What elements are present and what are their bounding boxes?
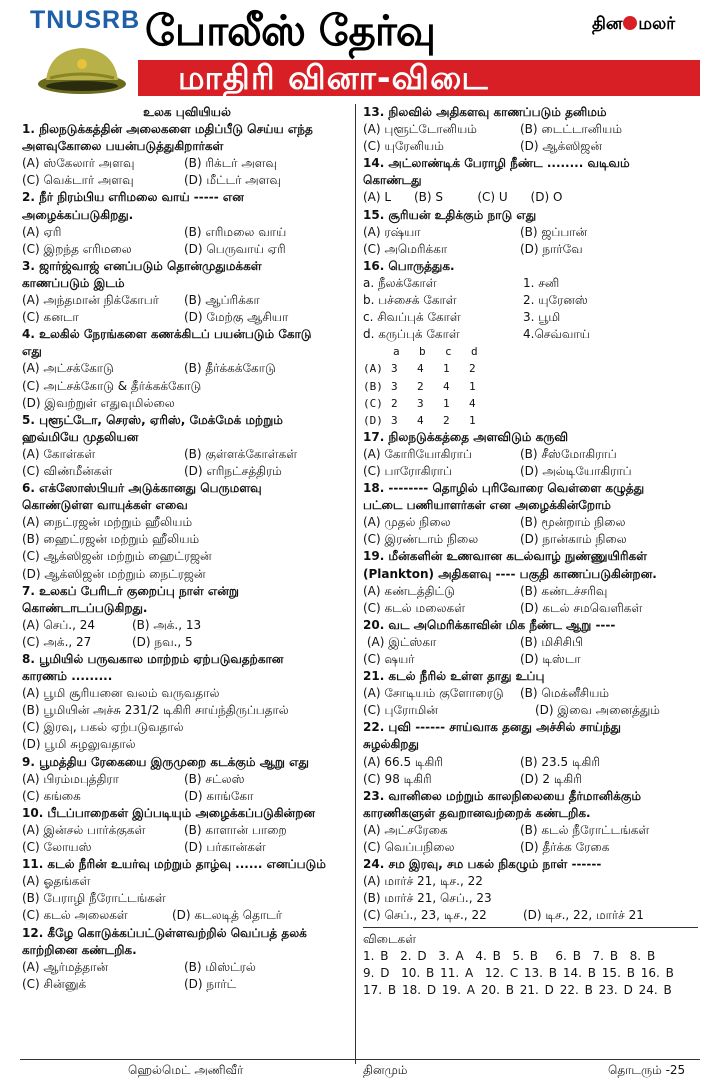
question-8-cont: காரணம் ......... [22, 669, 113, 684]
match-val: 1 [443, 362, 450, 376]
options-row [363, 121, 698, 138]
left-column [22, 104, 352, 993]
match-val: 4 [417, 362, 424, 376]
question-1: 1. நிலநடுக்கத்தின் அலைகளை மதிப்பீடு செய்ய எந்த [22, 122, 313, 137]
option: (D) இவற்றுள் எதுவுமில்லை [22, 395, 175, 410]
question-5: 5. புளூட்டோ, செரஸ், ஏரிஸ், மேக்மேக் மற்றும் [22, 412, 283, 427]
option: (B) சீஸ்மோகிராப் [520, 446, 617, 461]
option: (C) கங்கை [22, 788, 81, 803]
question-20: 20. வட அமெரிக்காவின் மிக நீண்ட ஆறு ---- [363, 617, 616, 632]
match-val: 3 [391, 413, 398, 427]
option: (A) அட்சக்கோடு [22, 361, 114, 376]
match-option-row [363, 360, 698, 377]
options-row [22, 839, 352, 856]
match-val: 2 [391, 396, 398, 410]
option: (D) மீட்டர் அளவு [184, 173, 281, 188]
option: (A) கோள்கள் [22, 446, 96, 461]
option: (A) ஏரி [22, 224, 62, 239]
match-col: a [393, 345, 400, 359]
question-16: 16. பொருத்துக. [363, 258, 455, 273]
option: (A) 66.5 டிகிரி [363, 754, 443, 769]
option: (C) சின்னுக் [22, 976, 87, 991]
brand-right: மலர் [638, 14, 676, 34]
match-header [363, 343, 698, 360]
option: (C) அமெரிக்கா [363, 241, 448, 256]
question-23-cont: காரணிகளுள் தவறானவற்றைக் கண்டறிக. [363, 805, 591, 820]
match-row [363, 275, 698, 292]
option: (C) புரோமின் [363, 703, 438, 718]
option: (C) கனடா [22, 310, 79, 325]
options-row [22, 309, 352, 326]
question-6-cont: கொண்டுள்ள வாயுக்கள் எவை [22, 498, 188, 513]
option: (A) இன்சல் பார்க்குகள் [22, 822, 146, 837]
options-row [22, 771, 352, 788]
option: (B) மெக்னீசியம் [520, 686, 610, 701]
option: (D) டிஸ்டா [520, 652, 581, 666]
answers-row: 1. B 2. D 3. A 4. B 5. B 6. B 7. B 8. B [363, 948, 656, 963]
option: (A) கோரியோகிராப் [363, 446, 472, 461]
question-13: 13. நிலவில் அதிகளவு காணப்படும் தனிமம் [363, 105, 607, 119]
options-row [22, 976, 352, 993]
question-19: 19. மீன்களின் உணவான கடல்வாழ் நுண்ணுயிரிகள் [363, 549, 647, 564]
question-24: 24. சம இரவு, சம பகல் நிகழும் நாள் ------ [363, 857, 602, 872]
question-11: 11. கடல் நீரின் உயர்வு மற்றும் தாழ்வு ...... எனப்படும் [22, 857, 326, 872]
option: (D) நார்வே [520, 241, 583, 256]
options-row [363, 514, 698, 531]
option: (C) ஷயர் [363, 652, 415, 666]
question-2: 2. நீர் நிரம்பிய எரிமலை வாய் ----- என [22, 190, 244, 205]
match-row [363, 309, 698, 326]
option: (A) முதல் நிலை [363, 515, 451, 530]
options-row [363, 839, 698, 856]
options-row [22, 907, 352, 924]
option: (B) மிசிசிபி [520, 634, 583, 649]
option: (C) அக்., 27 [22, 634, 92, 649]
option: (B) மிஸ்ட்ரல் [184, 959, 256, 974]
options-row [363, 138, 698, 155]
match-right: 1. சனி [523, 275, 560, 290]
option: (A) செப்., 24 [22, 617, 96, 632]
title-line-2: மாதிரி வினா-விடை [178, 58, 489, 97]
option: (B) ஹைட்ரஜன் மற்றும் ஹீலியம் [22, 532, 200, 547]
match-option-row [363, 395, 698, 412]
answers-row: 17. B 18. D 19. A 20. B 21. D 22. B 23. D 24. B [363, 982, 672, 997]
question-7: 7. உலகப் பேரிடர் குறைப்பு நாள் என்று [22, 583, 239, 598]
option: (A) ஸ்கேலார் அளவு [22, 156, 135, 171]
match-col: b [419, 345, 426, 359]
header [0, 0, 705, 98]
option: (B) அக்., 13 [132, 617, 202, 632]
options-row [22, 959, 352, 976]
option: (D) பூமி சுழலுவதால் [22, 737, 136, 752]
match-val: 3 [391, 379, 398, 393]
question-9: 9. பூமத்திய ரேகையை இருமுறை கடக்கும் ஆறு எது [22, 754, 309, 769]
option: (C) பாரோகிராப் [363, 463, 452, 478]
option: (B) குள்ளக்கோள்கள் [184, 446, 298, 461]
options-row [22, 172, 352, 189]
option-label: (C) [363, 396, 383, 410]
question-14: 14. அட்லாண்டிக் பேராழி நீண்ட ........ வடிவம் [363, 156, 630, 171]
option: (D) ஆக்ஸிஜன் [520, 139, 602, 154]
options-row [363, 754, 698, 771]
option: (C) வெப்பநிலை [363, 840, 455, 855]
footer-rule [20, 1059, 700, 1060]
match-right: 2. யுரேனஸ் [523, 293, 588, 308]
option: (D) காங்கோ [184, 788, 254, 803]
option: (C) வெக்டார் அளவு [22, 173, 134, 188]
match-left: c. சிவப்புக் கோள் [363, 310, 461, 325]
question-21: 21. கடல் நீரில் உள்ள தாது உப்பு [363, 669, 545, 684]
option: (D) கடலடித் தொடர் [172, 908, 283, 923]
match-val: 4 [443, 379, 450, 393]
title-line-1: போலீஸ் தேர்வு [145, 6, 435, 55]
option: (D) தீர்க்க ரேகை [520, 840, 610, 855]
match-val: 4 [469, 396, 476, 410]
option: (C) ஆக்ஸிஜன் மற்றும் ஹைட்ரஜன் [22, 549, 212, 564]
options-row [363, 822, 698, 839]
options-row [363, 651, 698, 668]
question-23: 23. வானிலை மற்றும் காலநிலையை தீர்மானிக்கும் [363, 788, 642, 803]
question-4-cont: எது [22, 344, 42, 359]
answer-key [363, 931, 698, 999]
match-col: c [445, 345, 452, 359]
match-right: 3. பூமி [523, 310, 561, 325]
options-row [22, 360, 352, 377]
match-val: 2 [469, 362, 476, 376]
options-row [363, 600, 698, 617]
options-row [22, 241, 352, 258]
option: (B) கண்டச்சரிவு [520, 583, 608, 598]
options-row [363, 685, 698, 702]
brand-mark-icon [623, 16, 637, 30]
match-val: 2 [443, 413, 450, 427]
option: (C) கடல் மலைகள் [363, 600, 466, 615]
options-row [22, 155, 352, 172]
options-row [363, 531, 698, 548]
match-val: 1 [443, 396, 450, 410]
police-cap-icon [36, 40, 128, 96]
answers-row: 9. D 10. B 11. A 12. C 13. B 14. B 15. B 16. B [363, 965, 674, 980]
question-14-cont: கொண்டது [363, 173, 422, 188]
section-title: உலக புவியியல் [143, 105, 231, 119]
option: (A) ஓதங்கள் [22, 874, 91, 889]
question-3: 3. ஜார்ஜ்வாஜ் எனப்படும் தொன்முதுமக்கள் [22, 258, 262, 273]
question-18: 18. -------- தொழில் புரிவோரை வெள்ளை கழுத்து [363, 481, 645, 496]
question-3-cont: காணப்படும் இடம் [22, 275, 125, 290]
option: (D) டிச., 22, மார்ச் 21 [523, 908, 644, 923]
option: (D) அல்டியோகிராப் [520, 463, 632, 478]
match-left: a. நீலக்கோள் [363, 275, 437, 290]
options-row [22, 617, 352, 634]
option: (B) மார்ச் 21, செப்., 23 [363, 891, 492, 906]
option: (A) கண்டத்திட்டு [363, 583, 455, 598]
option: (C) இரவு, பகல் ஏற்படுவதால் [22, 720, 184, 735]
dinamalar-logo [592, 14, 675, 36]
question-18-cont: பட்டை பணியாளர்கள் என அழைக்கின்றோம் [363, 498, 611, 513]
option: (B) தீர்க்கக்கோடு [184, 361, 276, 376]
match-val: 2 [417, 379, 424, 393]
options-row [22, 224, 352, 241]
options-row [22, 446, 352, 463]
question-5-cont: ஹவ்மியே முதலியன [22, 429, 139, 444]
brand-left: தின [592, 14, 623, 34]
option: (B) மூன்றாம் நிலை [520, 515, 626, 530]
options-row [22, 788, 352, 805]
match-val: 4 [417, 413, 424, 427]
option: (B) 23.5 டிகிரி [520, 754, 600, 769]
options-row [363, 463, 698, 480]
match-val: 3 [417, 396, 424, 410]
option: (A) பூமி சூரியனை வலம் வருவதால் [22, 686, 220, 701]
option: (C) இறந்த எரிமலை [22, 241, 132, 256]
match-col: d [471, 345, 478, 359]
question-12-cont: காற்றினை கண்டறிக. [22, 942, 137, 957]
option: (A) மார்ச் 21, டிச., 22 [363, 874, 483, 889]
option: (C) அட்சக்கோடு & தீர்க்கக்கோடு [22, 378, 202, 393]
option: (A) L (B) S (C) U (D) O [363, 190, 563, 205]
question-19-cont: (Plankton) அதிகளவு ---- பகுதி காணப்படுகின்றன. [363, 566, 657, 581]
option: (C) கடல் அலைகள் [22, 908, 128, 923]
option: (D) பெருவாய் ஏரி [184, 241, 286, 256]
right-column [363, 104, 698, 999]
options-row [363, 446, 698, 463]
options-row [363, 634, 698, 651]
option: (D) நார்ட் [184, 976, 237, 991]
option: (B) பேராழி நீரோட்டங்கள் [22, 891, 166, 906]
tnusrb-badge: TNUSRB [30, 6, 141, 34]
footer-daily: தினமும் [363, 1063, 408, 1077]
option-label: (B) [363, 379, 383, 393]
options-row [363, 771, 698, 788]
option: (B) ஆப்ரிக்கா [184, 293, 260, 308]
option: (A) நைட்ரஜன் மற்றும் ஹீலியம் [22, 515, 193, 530]
option: (B) சட்லஸ் [184, 771, 245, 786]
footer-continued: தொடரும் -25 [608, 1063, 686, 1077]
options-row [363, 583, 698, 600]
option: (D) பர்கான்கள் [184, 840, 266, 855]
option: (D) நவ., 5 [132, 634, 193, 649]
option: (D) நான்காம் நிலை [520, 532, 627, 547]
match-val: 1 [469, 379, 476, 393]
match-val: 1 [469, 413, 476, 427]
option: (A) இட்ஸ்கா [363, 634, 437, 649]
option: (D) கடல் சமவெளிகள் [520, 600, 643, 615]
column-divider [355, 104, 356, 1064]
option: (C) செப்., 23, டிச., 22 [363, 908, 487, 923]
option: (D) ஆக்ஸிஜன் மற்றும் நைட்ரஜன் [22, 566, 206, 581]
answers-title: விடைகள் [363, 931, 417, 946]
options-row [22, 292, 352, 309]
option: (B) கடல் நீரோட்டங்கள் [520, 822, 650, 837]
options-row [363, 224, 698, 241]
options-row [22, 822, 352, 839]
match-option-row [363, 412, 698, 429]
question-8: 8. பூமியில் பருவகால மாற்றம் ஏற்படுவதற்கான [22, 652, 284, 666]
option: (A) சோடியம் குளோரைடு [363, 686, 504, 701]
match-left: d. கருப்புக் கோள் [363, 327, 460, 342]
option: (D) எரிநட்சத்திரம் [184, 463, 282, 478]
question-7-cont: கொண்டாடப்படுகிறது. [22, 600, 148, 615]
match-right: 4.செவ்வாய் [523, 327, 590, 342]
option: (A) ஆர்மத்தான் [22, 959, 109, 974]
option: (B) டைட்டானியம் [520, 122, 622, 137]
options-row [363, 241, 698, 258]
match-left: b. பச்சைக் கோள் [363, 293, 457, 308]
question-4: 4. உலகில் நேரங்களை கணக்கிடப் பயன்படும் கோடு [22, 327, 312, 342]
question-22: 22. புவி ------ சாய்வாக தனது அச்சில் சாய்ந்து [363, 720, 621, 735]
options-row [363, 907, 698, 924]
footer-left-slogan: ஹெல்மெட் அணிவீர் [128, 1063, 244, 1077]
option: (A) பிரம்மபுத்திரா [22, 771, 119, 786]
question-12: 12. கீழே கொடுக்கப்பட்டுள்ளவற்றில் வெப்பத் தலக் [22, 925, 307, 940]
option: (B) பூமியின் அச்சு 231/2 டிகிரி சாய்ந்திருப்பதால் [22, 703, 289, 718]
option: (D) மேற்கு ஆசியா [184, 310, 289, 325]
option: (D) 2 டிகிரி [520, 771, 582, 786]
option: (A) அட்சரேகை [363, 822, 448, 837]
option: (B) காளான் பாறை [184, 822, 287, 837]
question-17: 17. நிலநடுக்கத்தை அளவிடும் கருவி [363, 429, 569, 444]
question-1-cont: அளவுகோலை பயன்படுத்துகிறார்கள் [22, 139, 224, 154]
option: (C) யுரேனியம் [363, 139, 444, 154]
option: (C) விண்மீன்கள் [22, 463, 113, 478]
option-label: (D) [363, 413, 383, 427]
question-22-cont: சுழல்கிறது [363, 737, 419, 752]
option: (B) எரிமலை வாய் [184, 224, 287, 239]
option-label: (A) [363, 362, 383, 376]
match-row [363, 292, 698, 309]
options-row [22, 463, 352, 480]
question-6: 6. எக்ஸோஸ்பியர் அடுக்கானது பெருமளவு [22, 481, 262, 496]
match-val: 3 [391, 362, 398, 376]
question-10: 10. பீடப்பாறைகள் இப்படியும் அழைக்கப்படுகின்றன [22, 805, 315, 820]
option: (A) புளூட்டோனியம் [363, 122, 477, 137]
option: (C) லோயஸ் [22, 840, 92, 855]
question-15: 15. சூரியன் உதிக்கும் நாடு எது [363, 207, 537, 222]
options-row [22, 634, 352, 651]
option: (C) இரண்டாம் நிலை [363, 532, 479, 547]
option: (A) ரஷ்யா [363, 224, 421, 239]
option: (B) ரிக்டர் அளவு [184, 156, 278, 171]
options-row [363, 702, 698, 719]
question-2-cont: அழைக்கப்படுகிறது. [22, 207, 134, 222]
option: (A) அந்தமான் நிக்கோபர் [22, 293, 159, 308]
match-option-row [363, 378, 698, 395]
option: (D) இவை அனைத்தும் [535, 703, 660, 718]
option: (C) 98 டிகிரி [363, 771, 432, 786]
match-row [363, 326, 698, 343]
option: (B) ஜப்பான் [520, 224, 588, 239]
